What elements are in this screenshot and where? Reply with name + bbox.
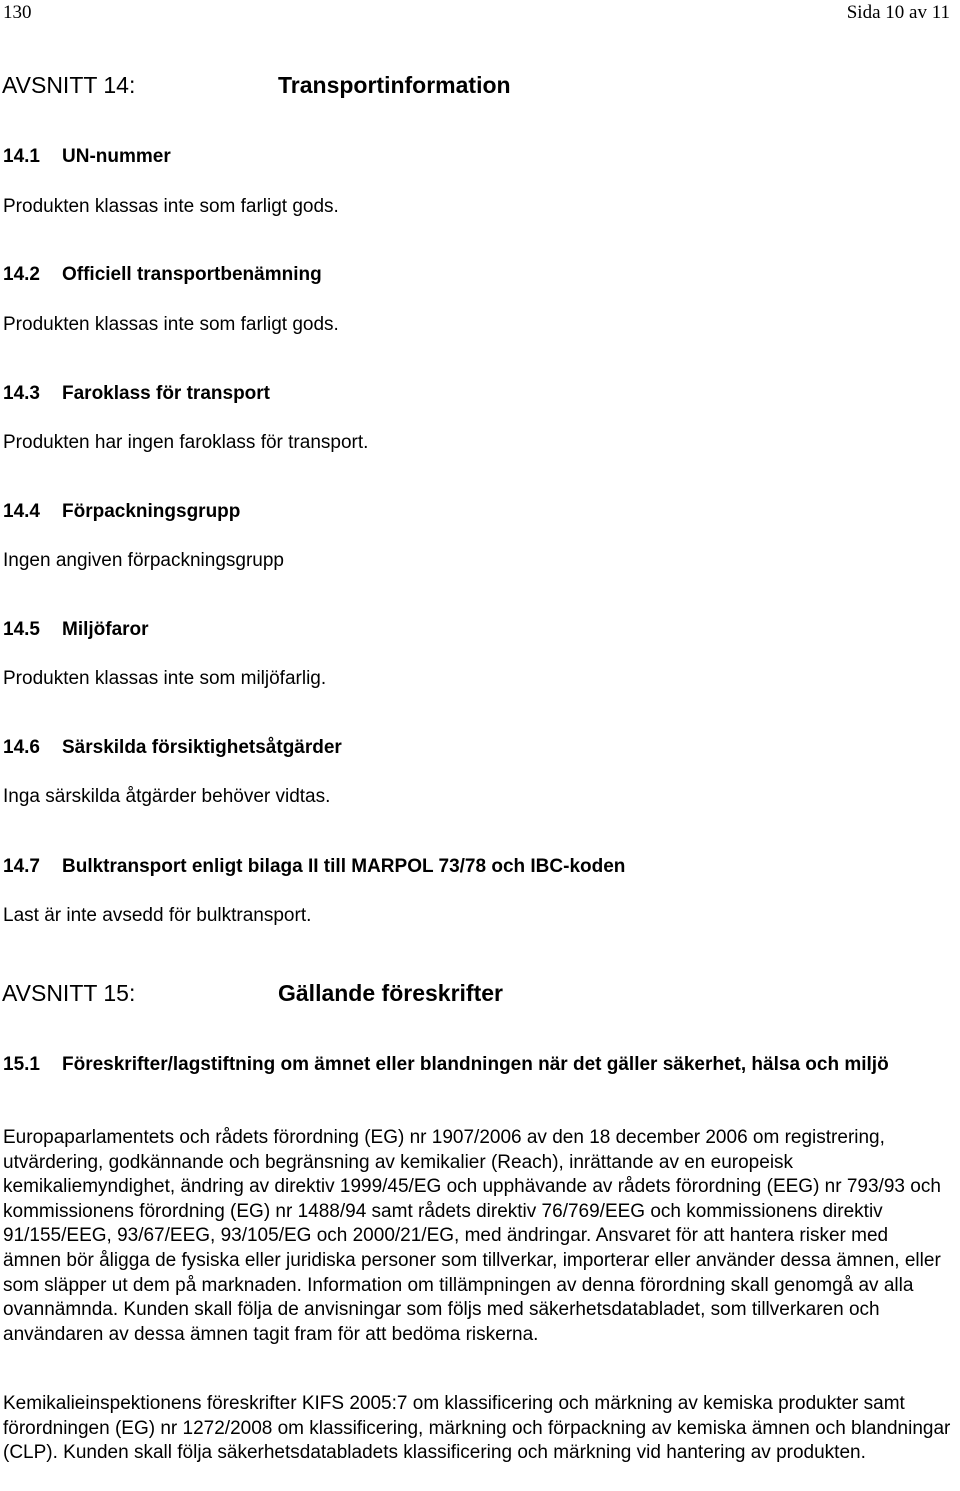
subsection-title: Faroklass för transport	[62, 383, 270, 404]
subsection-14-1-heading	[3, 146, 171, 168]
subsection-14-3-text: Produkten har ingen faroklass för transport.	[3, 432, 369, 453]
subsection-14-3-heading	[3, 383, 270, 405]
subsection-14-2-heading	[3, 264, 322, 286]
subsection-14-2-text: Produkten klassas inte som farligt gods.	[3, 314, 339, 335]
regulation-paragraph-2: Kemikalieinspektionens föreskrifter KIFS 2005:7 om klassificering och märkning av kemiska produkter samt förordningen (EG) nr 1272/2008 om klassificering, märkning och förpackning av kemiska ämnen och blandningar (CLP). Kunden skall följa säkerhetsdatabladets klassificering och märkning vid hantering av produkten.	[3, 1393, 951, 1464]
subsection-number: 14.1	[3, 146, 40, 167]
section-15-label: AVSNITT 15:	[2, 980, 136, 1006]
subsection-title: UN-nummer	[62, 146, 171, 167]
subsection-14-6-text: Inga särskilda åtgärder behöver vidtas.	[3, 786, 331, 807]
subsection-title: Särskilda försiktighetsåtgärder	[62, 737, 342, 758]
subsection-14-6-heading	[3, 737, 342, 759]
section-14-heading	[2, 72, 902, 102]
subsection-number: 15.1	[3, 1054, 40, 1075]
section-15-title: Gällande föreskrifter	[278, 980, 503, 1006]
subsection-14-7-heading	[3, 856, 625, 878]
subsection-14-5-heading	[3, 619, 149, 641]
subsection-title: Föreskrifter/lagstiftning om ämnet eller blandningen när det gäller säkerhet, hälsa och miljö	[62, 1054, 889, 1075]
subsection-title: Bulktransport enligt bilaga II till MARPOL 73/78 och IBC-koden	[62, 856, 626, 877]
page-counter: Sida 10 av 11	[846, 2, 950, 23]
subsection-number: 14.4	[3, 501, 40, 522]
section-14-label: AVSNITT 14:	[2, 72, 136, 98]
subsection-14-5-text: Produkten klassas inte som miljöfarlig.	[3, 668, 327, 689]
subsection-14-4-text: Ingen angiven förpackningsgrupp	[3, 550, 284, 571]
subsection-14-4-heading	[3, 501, 240, 523]
subsection-15-1-heading	[3, 1052, 943, 1077]
subsection-number: 14.7	[3, 856, 40, 877]
page-number: 130	[3, 2, 32, 23]
section-15-heading	[2, 980, 902, 1010]
subsection-number: 14.3	[3, 383, 40, 404]
subsection-number: 14.2	[3, 264, 40, 285]
subsection-number: 14.5	[3, 619, 40, 640]
subsection-14-7-text: Last är inte avsedd för bulktransport.	[3, 905, 312, 926]
regulation-paragraph-1: Europaparlamentets och rådets förordning (EG) nr 1907/2006 av den 18 december 2006 om registrering, utvärdering, godkännande och begränsning av kemikalier (Reach), inrättande av en europeisk kemikaliemyndighet, ändring av direktiv 1999/45/EG och upphävande av rådets förordning (EEG) nr 793/93 och kommissionens förordning (EG) nr 1488/94 samt rådets direktiv 76/769/EEG och kommissionens direktiv 91/155/EEG, 93/67/EEG, 93/105/EG och 2000/21/EG, med ändringar. Ansvaret för att hantera risker med ämnen bör åligga de fysiska eller juridiska personer som tillverkar, importerar eller använder dessa ämnen, eller som släpper ut dem på marknaden. Information om tillämpningen av denna förordning skall genomgå av alla ovannämnda. Kunden skall följa de anvisningar som följs med säkerhetsdatabladet, som tillverkaren och användaren av dessa ämnen tagit fram för att bedöma riskerna.	[3, 1127, 941, 1345]
section-14-title: Transportinformation	[278, 72, 511, 98]
subsection-number: 14.6	[3, 737, 40, 758]
subsection-title: Officiell transportbenämning	[62, 264, 322, 285]
subsection-title: Förpackningsgrupp	[62, 501, 241, 522]
subsection-14-1-text: Produkten klassas inte som farligt gods.	[3, 196, 339, 217]
subsection-title: Miljöfaror	[62, 619, 149, 640]
